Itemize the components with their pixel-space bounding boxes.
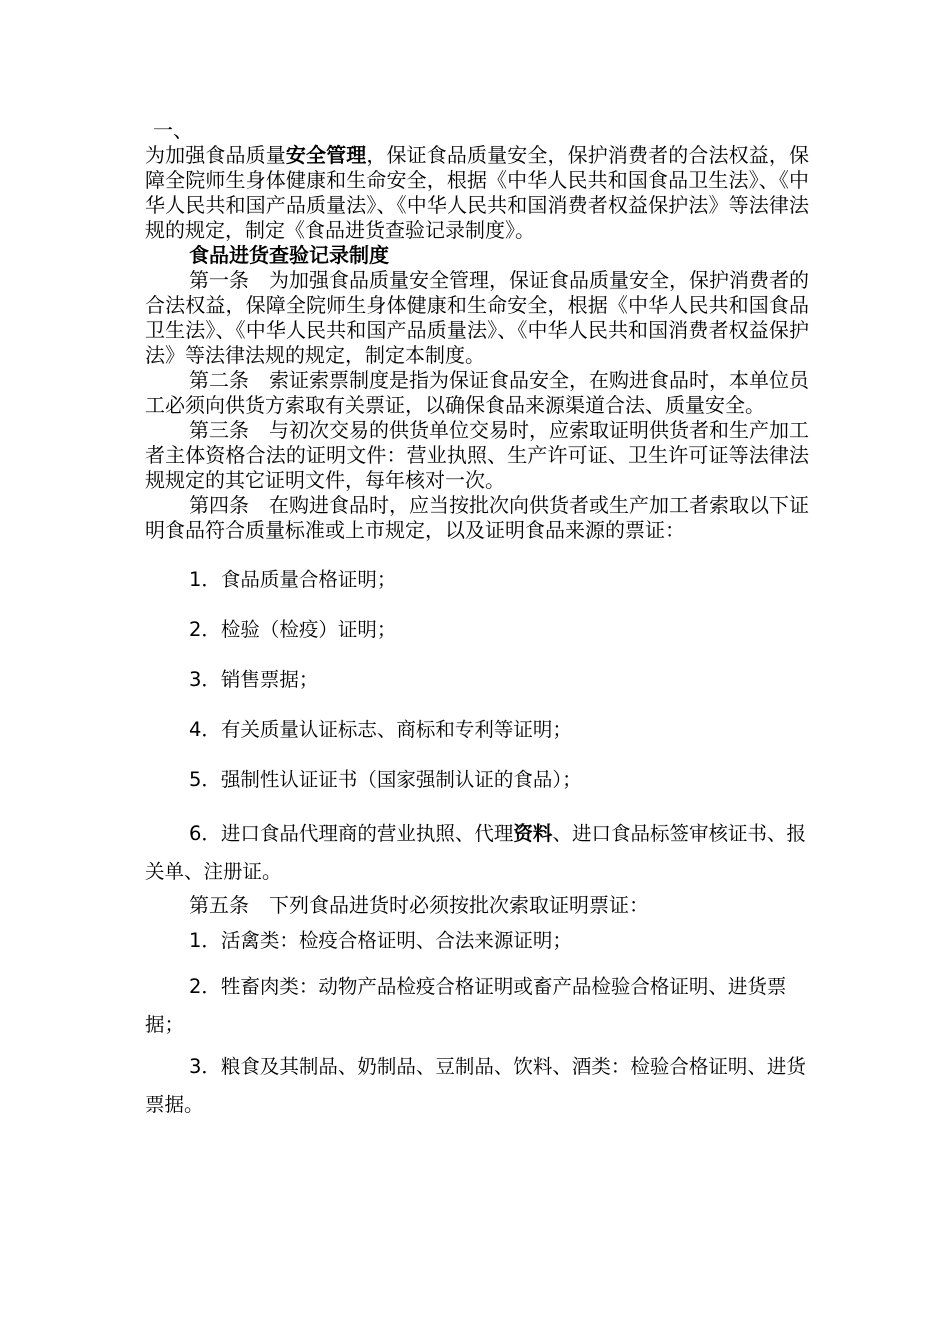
- intro-paragraph: [145, 143, 809, 243]
- article-5-item-1: 1．活禽类：检疫合格证明、合法来源证明；: [189, 929, 572, 952]
- article-5: 第五条 下列食品进货时必须按批次索取证明票证：: [189, 893, 649, 917]
- section-number: 一、: [153, 118, 193, 142]
- article-4-item-2: 2．检验（检疫）证明；: [189, 618, 397, 641]
- article-4-item-4: 4．有关质量认证标志、商标和专利等证明；: [189, 718, 572, 741]
- intro-text-2: ，保证食品质量安全，保护消费者的合法权益，保障全院师生身体健康和生命安全，根据《中华人民共和国食品卫生法》、《中华人民共和国产品质量法》、《中华人民共和国消费者权益保护法》等法律法规的规定，制定《食品进货查验记录制度》。: [145, 143, 809, 242]
- article-4-item-3: 3．销售票据；: [189, 668, 319, 691]
- intro-text-1: 为加强食品质量: [145, 143, 286, 167]
- article-2: 第二条 索证索票制度是指为保证食品安全，在购进食品时，本单位员工必须向供货方索取有关票证，以确保食品来源渠道合法、质量安全。: [145, 368, 809, 417]
- article-4-item-6: [145, 815, 809, 891]
- article-4-item-5: 5．强制性认证证书（国家强制认证的食品）；: [189, 768, 582, 791]
- item-6-bold-text: 资料: [513, 822, 553, 845]
- intro-bold-text: 安全管理: [285, 143, 367, 167]
- article-5-item-3: 3．粮食及其制品、奶制品、豆制品、饮料、酒类：检验合格证明、进货票据。: [145, 1055, 806, 1116]
- article-1: 第一条 为加强食品质量安全管理，保证食品质量安全，保护消费者的合法权益，保障全院师生身体健康和生命安全，根据《中华人民共和国食品卫生法》、《中华人民共和国产品质量法》、《中华人民共和国消费者权益保护法》等法律法规的规定，制定本制度。: [145, 268, 809, 367]
- article-5-item-2: 2．牲畜肉类：动物产品检疫合格证明或畜产品检验合格证明、进货票据；: [145, 975, 787, 1036]
- article-4-item-1: 1．食品质量合格证明；: [189, 568, 397, 591]
- document-title: 食品进货查验记录制度: [189, 243, 389, 267]
- article-3: 第三条 与初次交易的供货单位交易时，应索取证明供货者和生产加工者主体资格合法的证明文件：营业执照、生产许可证、卫生许可证等法律法规规定的其它证明文件，每年核对一次。: [145, 418, 809, 492]
- article-4: 第四条 在购进食品时，应当按批次向供货者或生产加工者索取以下证明食品符合质量标准或上市规定，以及证明食品来源的票证：: [145, 493, 809, 542]
- document-body: [145, 118, 809, 1124]
- item-6-text-2: 、进口食品标签审核证书、报关单、注册证。: [145, 822, 806, 883]
- spacer: [145, 543, 809, 555]
- item-6-text-1: 6．进口食品代理商的营业执照、代理: [189, 822, 514, 845]
